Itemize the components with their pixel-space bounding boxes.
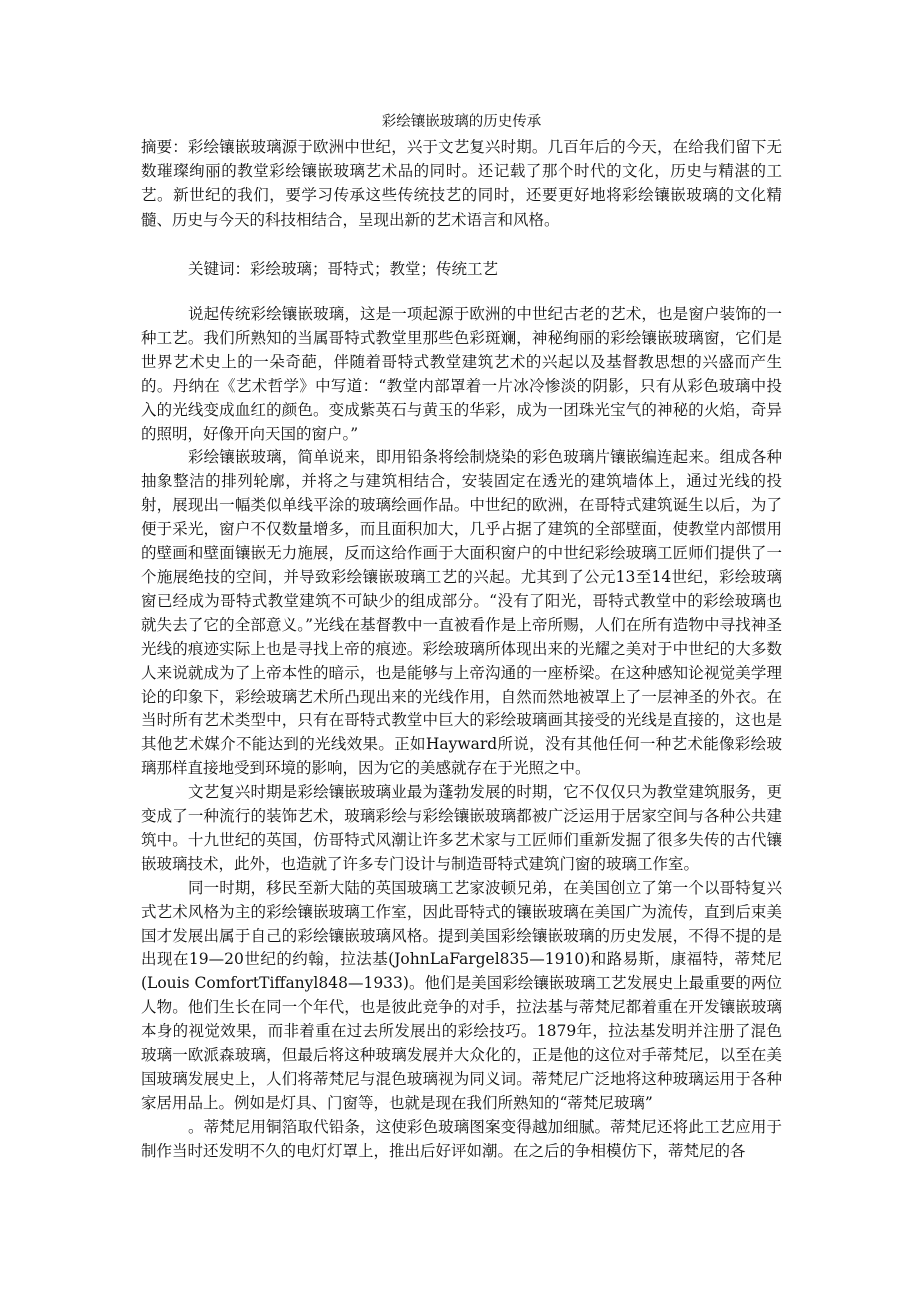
abstract-paragraph: 摘要：彩绘镶嵌玻璃源于欧洲中世纪，兴于文艺复兴时期。几百年后的今天，在给我们留下无数璀璨绚丽的教堂彩绘镶嵌玻璃艺术品的同时。还记载了那个时代的文化，历史与精湛的工艺。新世纪的我们，要学习传承这些传统技艺的同时，还要更好地将彩绘镶嵌玻璃的文化精髓、历史与今天的科技相结合，呈现出新的艺术语言和风格。 <box>141 138 782 229</box>
keywords-line: 关键词：彩绘玻璃；哥特式；教堂；传统工艺 <box>188 260 499 278</box>
body-paragraph-4: 同一时期，移民至新大陆的英国玻璃工艺家波顿兄弟，在美国创立了第一个以哥特复兴式艺术风格为主的彩绘镶嵌玻璃工作室，因此哥特式的镶嵌玻璃在美国广为流传，直到后束美国才发展出属于自己的彩绘镶嵌玻璃风格。提到美国彩绘镶嵌玻璃的历史发展，不得不提的是出现在19—20世纪的约翰，拉法基(JohnLaFargel835—1910)和路易斯，康福特，蒂梵尼(Louis ComfortTiffanyl848—1933)。他们是美国彩绘镶嵌玻璃工艺发展史上最重要的两位人物。他们生长在同一个年代，也是彼此竞争的对手，拉法基与蒂梵尼都着重在开发镶嵌玻璃本身的视觉效果，而非着重在过去所发展出的彩绘技巧。1879年，拉法基发明并注册了混色玻璃一欧派森玻璃，但最后将这种玻璃发展并大众化的，正是他的这位对手蒂梵尼，以至在美国玻璃发展史上，人们将蒂梵尼与混色玻璃视为同义词。蒂梵尼广泛地将这种玻璃运用于各种家居用品上。例如是灯具、门窗等，也就是现在我们所熟知的“蒂梵尼玻璃” <box>141 878 782 1112</box>
body-paragraph-3: 文艺复兴时期是彩绘镶嵌玻璃业最为蓬勃发展的时期，它不仅仅只为教堂建筑服务，更变成了一种流行的装饰艺术，玻璃彩绘与彩绘镶嵌玻璃都被广泛运用于居家空间与各种公共建筑中。十九世纪的英国，仿哥特式风潮让许多艺术家与工匠师们重新发掘了很多失传的古代镶嵌玻璃技术，此外，也造就了许多专门设计与制造哥特式建筑门窗的玻璃工作室。 <box>141 783 782 873</box>
document-title: 彩绘镶嵌玻璃的历史传承 <box>381 114 542 130</box>
body-paragraph-2: 彩绘镶嵌玻璃，简单说来，即用铅条将绘制烧染的彩色玻璃片镶嵌编连起来。组成各种抽象整洁的排列轮廓，并将之与建筑相结合，安装固定在透光的建筑墙体上，通过光线的投射，展现出一幅类似单线平涂的玻璃绘画作品。中世纪的欧洲，在哥特式建筑诞生以后，为了便于采光，窗户不仅数量增多，而且面积加大，几乎占据了建筑的全部壁面，使教堂内部惯用的壁画和壁面镶嵌无力施展，反而这给作画于大面积窗户的中世纪彩绘玻璃工匠师们提供了一个施展绝技的空间，并导致彩绘镶嵌玻璃工艺的兴起。尤其到了公元13至14世纪，彩绘玻璃窗已经成为哥特式教堂建筑不可缺少的组成部分。“没有了阳光，哥特式教堂中的彩绘玻璃也就失去了它的全部意义。”光线在基督教中一直被看作是上帝所赐，人们在所有造物中寻找神圣光线的痕迹实际上也是寻找上帝的痕迹。彩绘玻璃所体现出来的光耀之美对于中世纪的大多数人来说就成为了上帝本性的暗示，也是能够与上帝沟通的一座桥梁。在这种感知论视觉美学理论的印象下，彩绘玻璃艺术所凸现出来的光线作用，自然而然地被罩上了一层神圣的外衣。在当时所有艺术类型中，只有在哥特式教堂中巨大的彩绘玻璃画其接受的光线是直接的，这也是其他艺术媒介不能达到的光线效果。正如Hayward所说，没有其他任何一种艺术能像彩绘玻璃那样直接地受到环境的影响，因为它的美感就存在于光照之中。 <box>141 448 782 778</box>
body-paragraph-1: 说起传统彩绘镶嵌玻璃，这是一项起源于欧洲的中世纪古老的艺术，也是窗户装饰的一种工艺。我们所熟知的当属哥特式教堂里那些色彩斑斓，神秘绚丽的彩绘镶嵌玻璃窗，它们是世界艺术史上的一朵奇葩，伴随着哥特式教堂建筑艺术的兴起以及基督教思想的兴盛而产生的。丹纳在《艺术哲学》中写道：“教堂内部罩着一片冰冷惨淡的阴影，只有从彩色玻璃中投入的光线变成血红的颜色。变成紫英石与黄玉的华彩，成为一团珠光宝气的神秘的火焰，奇异的照明，好像开向天国的窗户。” <box>141 305 782 443</box>
body-paragraph-5: 。蒂梵尼用铜箔取代铅条，这使彩色玻璃图案变得越加细腻。蒂梵尼还将此工艺应用于制作当时还发明不久的电灯灯罩上，推出后好评如潮。在之后的争相模仿下，蒂梵尼的各 <box>141 1117 782 1160</box>
document-body <box>141 303 782 1164</box>
